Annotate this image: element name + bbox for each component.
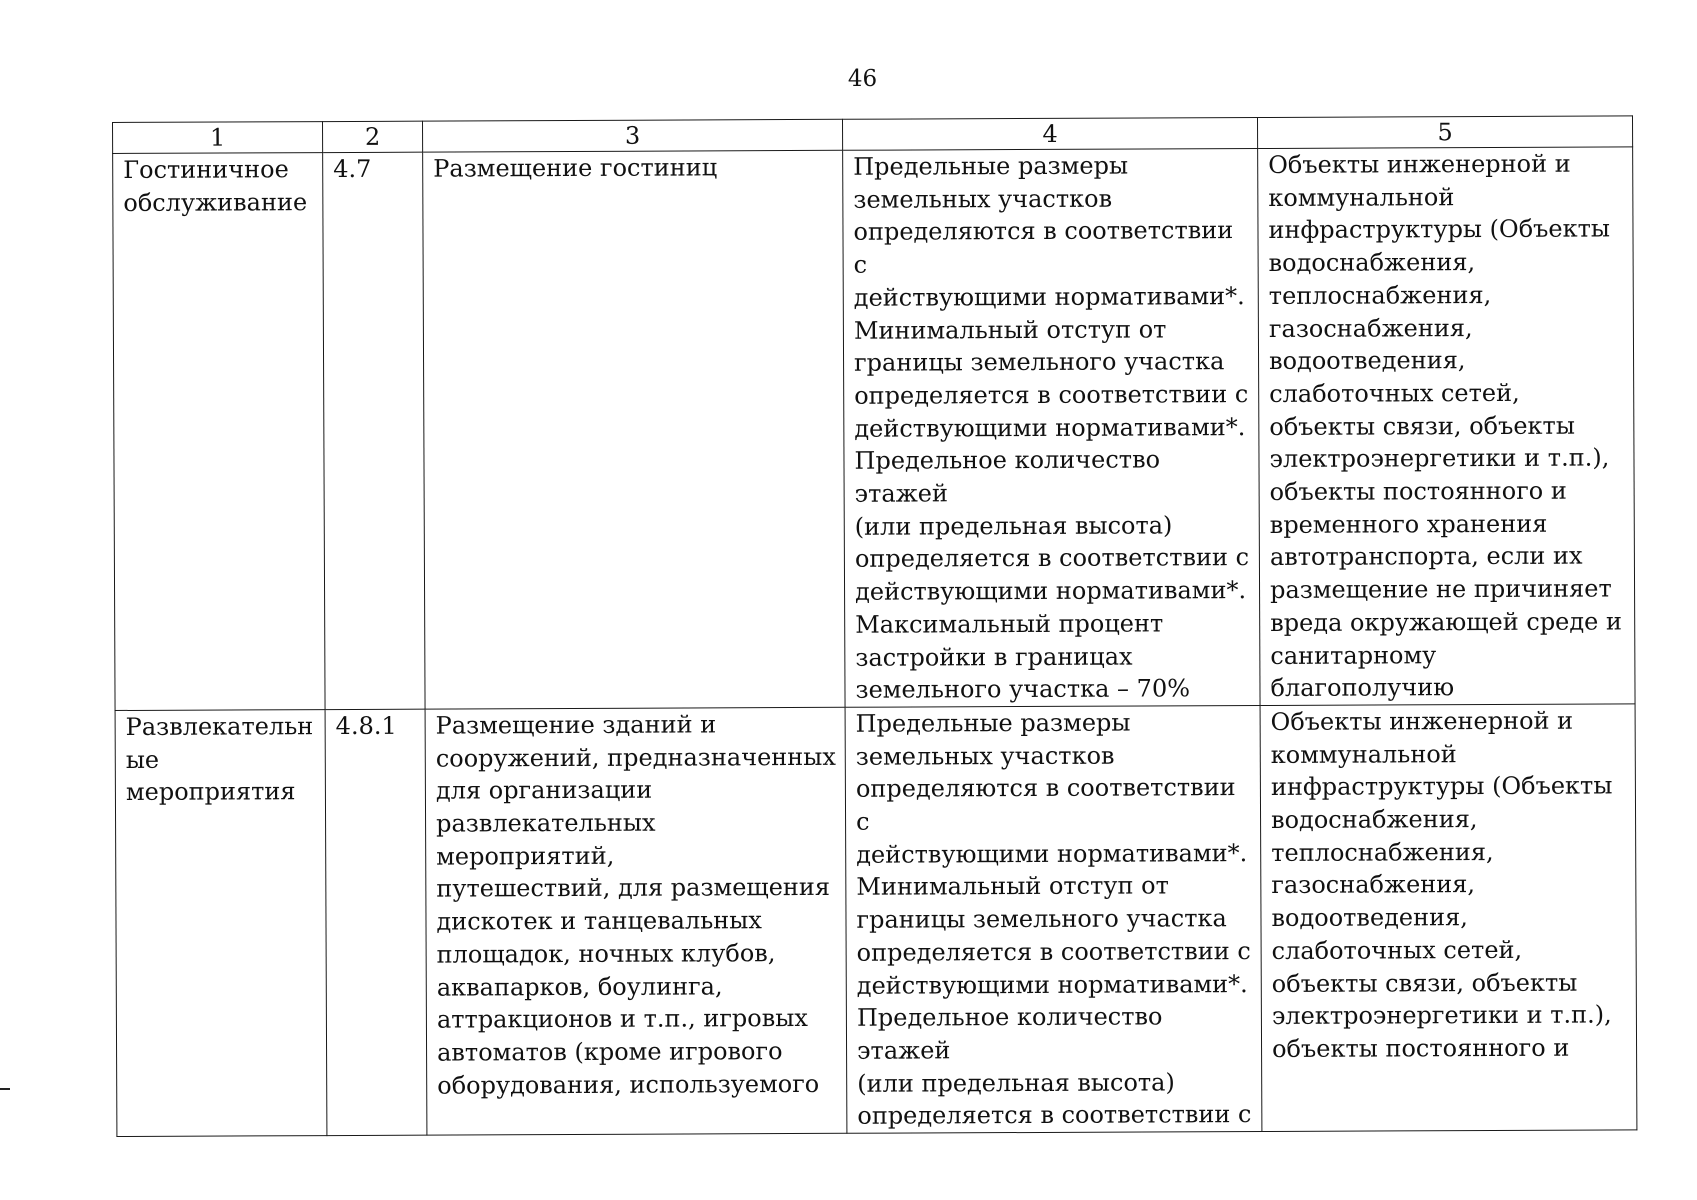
scan-edge-mark (0, 1088, 10, 1090)
use-type-description: Размещение гостиниц (423, 150, 845, 709)
column-header-5: 5 (1257, 116, 1632, 149)
use-type-infrastructure: Объекты инженерной и коммунальной инфраструктуры (Объекты водоснабжения, теплоснабжения, газоснабжения, водоотведения, слаботочных сетей, объекты связи, объекты электроэнергетики и т.п.), объекты постоянного и (1260, 704, 1637, 1132)
table-row (115, 704, 1637, 1137)
use-type-name: Развлекательн ые мероприятия (115, 710, 327, 1137)
column-header-4: 4 (842, 118, 1257, 151)
use-type-description: Размещение зданий и сооружений, предназначенных для организации развлекательных мероприятий, путешествий, для размещения дискотек и танцевальных площадок, ночных клубов, аквапарков, боулинга, аттракционов и т.п., игровых автоматов (кроме игрового оборудования, используемого (425, 707, 847, 1135)
column-header-3: 3 (422, 119, 842, 152)
use-type-name: Гостиничное обслуживание (113, 153, 325, 711)
table-row (113, 147, 1635, 711)
use-type-code: 4.8.1 (325, 709, 427, 1136)
use-type-infrastructure: Объекты инженерной и коммунальной инфраструктуры (Объекты водоснабжения, теплоснабжения, газоснабжения, водоотведения, слаботочных сетей, объекты связи, объекты электроэнергетики и т.п.), объекты постоянного и временного хранения автотранспорта, если их размещение не причиняет вреда окружающей среде и санитарному благополучию (1258, 147, 1635, 706)
column-header-2: 2 (323, 121, 423, 152)
use-type-parameters: Предельные размеры земельных участков определяются в соответствии с действующими нормативами*. Минимальный отступ от границы земельного участка определяется в соответствии с действующими нормативами*. Предельное количество этажей (или предельная высота) определяется в соответствии с (845, 705, 1262, 1133)
use-type-code: 4.7 (323, 152, 425, 709)
column-header-1: 1 (113, 122, 323, 154)
page-number: 46 (847, 66, 878, 92)
zoning-table (112, 115, 1637, 1137)
use-type-parameters: Предельные размеры земельных участков определяются в соответствии с действующими нормативами*. Минимальный отступ от границы земельного участка определяется в соответствии с действующими нормативами*. Предельное количество этажей (или предельная высота) определяется в соответствии с действующими нормативами*. Максимальный процент застройки в границах земельного участка – 70% (843, 149, 1260, 708)
